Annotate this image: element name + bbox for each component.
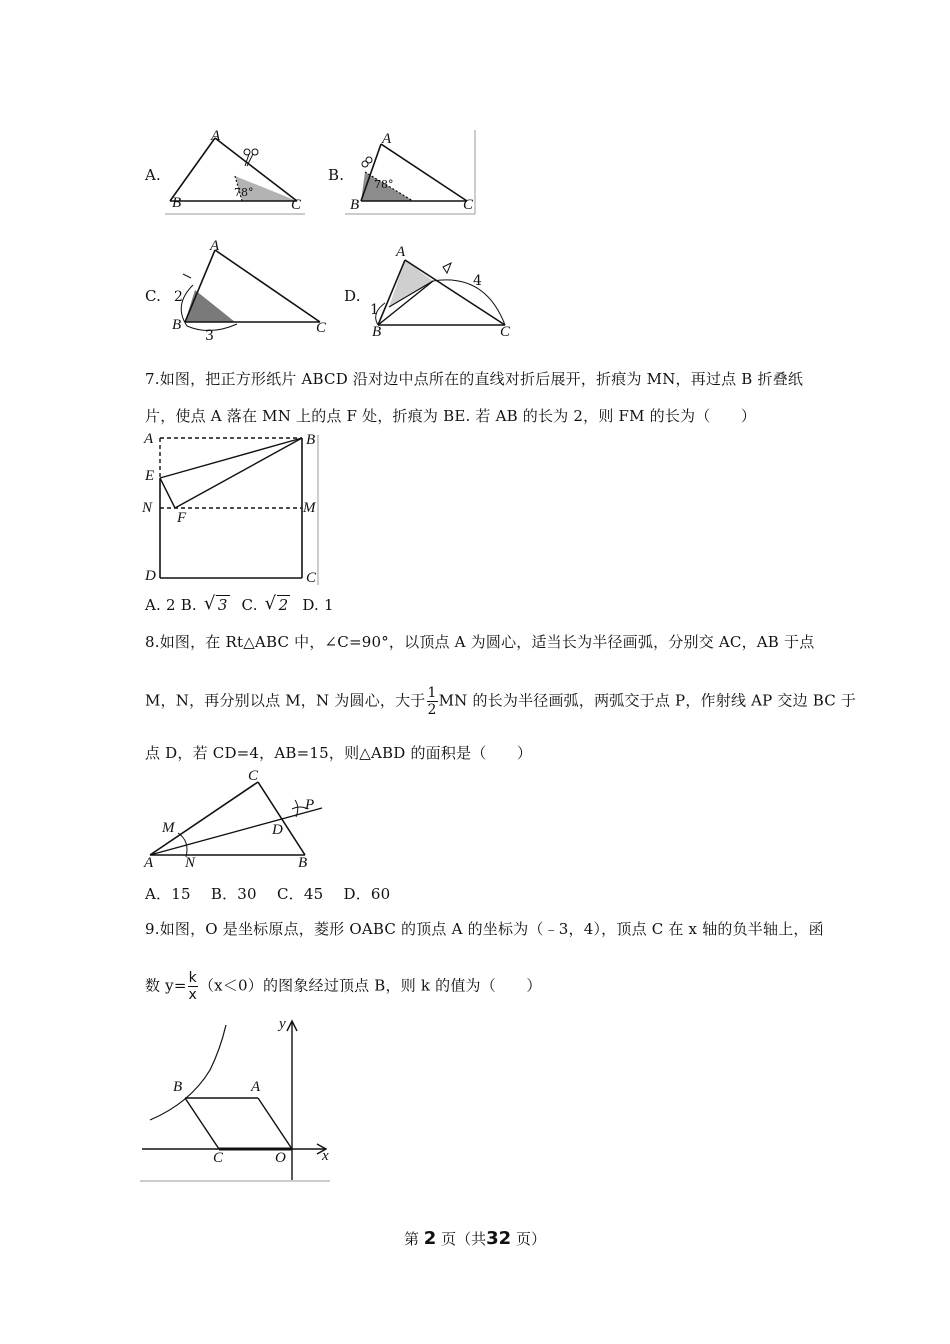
q6-figure-b bbox=[345, 130, 480, 220]
q9-frac-num: k bbox=[188, 970, 197, 986]
q7-option-a: A. 2 bbox=[145, 596, 176, 614]
q9-line2-pre: 数 y= bbox=[145, 976, 187, 995]
q9-figure bbox=[140, 1015, 335, 1185]
q9-label-C: C bbox=[213, 1150, 224, 1166]
q7-label-N: N bbox=[142, 500, 153, 516]
q8-label-A: A bbox=[144, 855, 154, 871]
q7-option-b: B. bbox=[180, 596, 197, 614]
q8-label-M: M bbox=[162, 820, 175, 836]
q7-label-B: B bbox=[306, 432, 316, 448]
q9-label-y: y bbox=[279, 1016, 286, 1032]
q6-a-label-A: A bbox=[211, 128, 221, 144]
q6-c-label-C: C bbox=[316, 320, 327, 336]
q6-b-label-A: A bbox=[382, 131, 392, 147]
q7-label-F: F bbox=[177, 510, 187, 526]
footer-total-pages: 32 bbox=[486, 1228, 512, 1249]
q6-option-c: C. bbox=[145, 287, 162, 305]
q8-options: A．15 B．30 C．45 D．60 bbox=[145, 885, 391, 903]
q8-frac-num: 1 bbox=[427, 685, 437, 701]
q9-label-x: x bbox=[322, 1148, 329, 1164]
q6-c-label-B: B bbox=[172, 317, 182, 333]
q6-option-b: B. bbox=[328, 166, 345, 184]
q6-d-num-1: 1 bbox=[370, 302, 379, 318]
q6-d-num-4: 4 bbox=[473, 273, 482, 289]
q7-label-E: E bbox=[145, 468, 155, 484]
q7-label-M: M bbox=[303, 500, 316, 516]
footer-post: 页） bbox=[515, 1230, 546, 1248]
q8-line2-post: MN 的长为半径画弧，两弧交于点 P，作射线 AP 交边 BC 于 bbox=[438, 691, 857, 710]
q8-label-D: D bbox=[272, 822, 283, 838]
q9-line2-post: （x＜0）的图象经过顶点 B，则 k 的值为（ ） bbox=[198, 976, 542, 995]
q9-fraction bbox=[188, 970, 198, 1003]
q7-option-d: D. 1 bbox=[302, 596, 334, 614]
q9-label-O: O bbox=[275, 1150, 286, 1166]
q9-label-B: B bbox=[173, 1079, 183, 1095]
q8-label-N: N bbox=[185, 855, 196, 871]
q7-options bbox=[145, 593, 334, 614]
q8-label-B: B bbox=[298, 855, 308, 871]
q6-a-label-B: B bbox=[172, 195, 182, 211]
footer-mid: 页（共 bbox=[441, 1230, 487, 1248]
q6-c-num-2: 2 bbox=[174, 289, 183, 305]
q7-label-C: C bbox=[306, 570, 317, 586]
q7-option-b-sqrt: √ 3 bbox=[203, 593, 228, 614]
q6-a-angle: 78° bbox=[234, 186, 254, 199]
q6-d-label-B: B bbox=[372, 324, 382, 340]
footer-page-number: 2 bbox=[423, 1228, 437, 1249]
page-footer bbox=[0, 1228, 950, 1249]
q6-b-angle: 78° bbox=[374, 178, 394, 191]
q6-d-label-A: A bbox=[396, 244, 406, 260]
q6-option-a: A. bbox=[145, 166, 162, 184]
q8-text-line3: 点 D，若 CD=4，AB=15，则△ABD 的面积是（ ） bbox=[145, 744, 533, 762]
q7-option-c-sqrt: √ 2 bbox=[264, 593, 289, 614]
q8-label-P: P bbox=[305, 797, 315, 813]
q9-text-line2 bbox=[145, 970, 542, 1003]
q6-b-label-B: B bbox=[350, 197, 360, 213]
q9-label-A: A bbox=[251, 1079, 261, 1095]
q6-d-label-C: C bbox=[500, 324, 511, 340]
q7-option-b-value: 3 bbox=[217, 596, 228, 614]
footer-pre: 第 bbox=[404, 1230, 420, 1248]
q7-text-line1: 7.如图，把正方形纸片 ABCD 沿对边中点所在的直线对折后展开，折痕为 MN，再过点 B 折叠纸 bbox=[145, 370, 804, 388]
q6-figure-c bbox=[165, 240, 330, 340]
q6-c-num-3: 3 bbox=[205, 328, 214, 344]
q7-text-line2: 片，使点 A 落在 MN 上的点 F 处，折痕为 BE. 若 AB 的长为 2，则 FM 的长为（ ） bbox=[145, 407, 757, 425]
q7-label-A: A bbox=[144, 431, 154, 447]
q8-text-line2 bbox=[145, 685, 856, 718]
q6-c-label-A: A bbox=[210, 238, 220, 254]
q8-fraction bbox=[427, 685, 438, 718]
q9-frac-den: x bbox=[188, 987, 198, 1003]
q7-label-D: D bbox=[145, 568, 156, 584]
q7-figure bbox=[140, 430, 330, 590]
q6-option-d: D. bbox=[344, 287, 361, 305]
q6-figure-a bbox=[165, 130, 310, 220]
q8-line2-pre: M，N，再分别以点 M，N 为圆心，大于 bbox=[145, 691, 426, 710]
q7-option-c-value: 2 bbox=[278, 596, 289, 614]
q9-text-line1: 9.如图，O 是坐标原点，菱形 OABC 的顶点 A 的坐标为（﹣3，4），顶点 C 在 x 轴的负半轴上，函 bbox=[145, 920, 824, 938]
q6-b-label-C: C bbox=[463, 197, 474, 213]
q8-text-line1: 8.如图，在 Rt△ABC 中，∠C=90°，以顶点 A 为圆心，适当长为半径画弧，分别交 AC，AB 于点 bbox=[145, 633, 815, 651]
q8-label-C: C bbox=[248, 768, 259, 784]
q8-frac-den: 2 bbox=[427, 702, 437, 718]
q7-option-c: C. bbox=[241, 596, 258, 614]
q6-a-label-C: C bbox=[291, 197, 302, 213]
